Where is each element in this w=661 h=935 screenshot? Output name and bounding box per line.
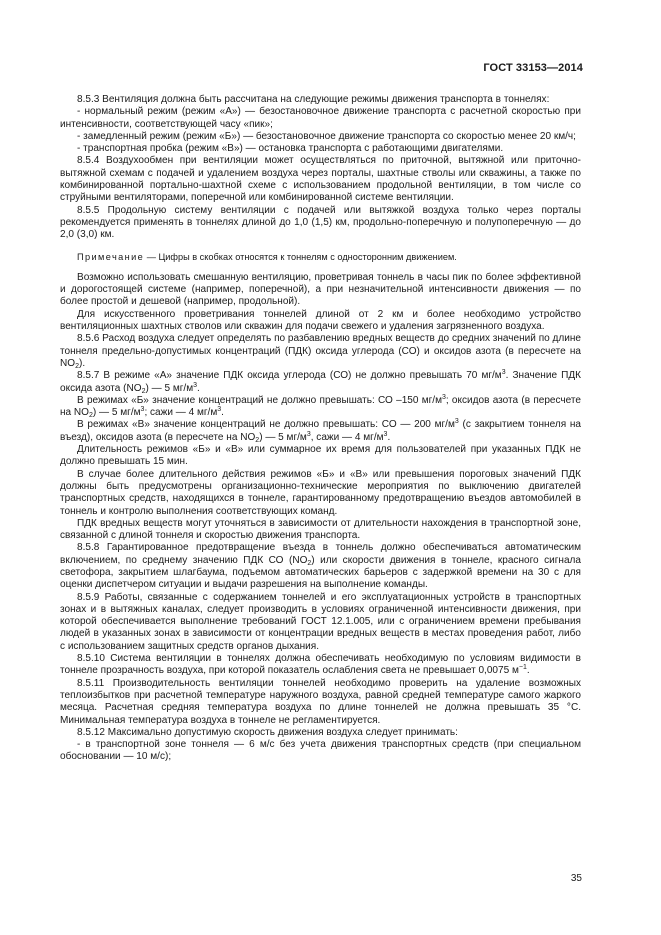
paragraph: 8.5.7 В режиме «А» значение ПДК оксида углерода (СО) не должно превышать 70 $мг/м^3$. Значение ПДК оксида азота $(NO_2)$ — 5 $мг/м^3$.	[60, 369, 581, 395]
paragraph: 8.5.11 Производительность вентиляции тоннелей необходимо проверить на удаление возможных теплоизбытков при расчетной температуре наружного воздуха, равной средней температуре самого жаркого месяца. Расчетная средняя температура воздуха по длине тоннелей не должна превышать 35 °С. Минимальная температура воздуха в тоннеле не регламентируется.	[60, 677, 581, 726]
paragraph: В случае более длительного действия режимов «Б» и «В» или превышения пороговых значений ПДК должны быть предусмотрены организационно-технические мероприятия по выключению двигателей транспортных средств, находящихся в тоннеле, гарантированному предотвращению въездов автомобилей в тоннель и контролю выполнения соответствующих команд.	[60, 468, 581, 517]
paragraph: - замедленный режим (режим «Б») — безостановочное движение транспорта со скоростью менее 20 км/ч;	[77, 130, 576, 142]
page-number: 35	[570, 873, 582, 884]
paragraph: ПДК вредных веществ могут уточняться в зависимости от длительности нахождения в транспортной зоне, связанной с длиной тоннеля и скоростью движения транспорта.	[60, 517, 581, 542]
paragraph: Длительность режимов «Б» и «В» или суммарное их время для пользователей при указанных ПДК не должно превышать 15 мин.	[60, 444, 581, 468]
paragraph: - в транспортной зоне тоннеля — 6 м/с без учета движения транспортных средств (при специальном обосновании — 10 м/с);	[60, 739, 581, 763]
paragraph: - нормальный режим (режим «А») — безостановочное движение транспорта с расчетной скоростью при интенсивности, соответствующей часу «пик»;	[60, 106, 581, 130]
paragraph: В режимах «Б» значение концентраций не должно превышать: СО –150 $мг/м^3$; оксидов азота (в пересчете на $NO_2$) — 5 $мг/м^3$; сажи — 4 $мг/м^3$.	[60, 393, 581, 420]
note-label: Примечание	[77, 251, 145, 262]
paragraph: 8.5.10 Система вентиляции в тоннелях должна обеспечивать необходимую по условиям видимости в тоннеле прозрачность воздуха, при которой показатель ослабления света не превышает 0,0075 $м^{-1}$.	[60, 653, 581, 677]
document-body	[60, 94, 581, 764]
paragraph: Возможно использовать смешанную вентиляцию, проветривая тоннель в часы пик по более эффективной и дорогостоящей системе (например, поперечной), а при незначительной интенсивности движения — по более простой и дешевой (например, продольной).	[60, 271, 581, 308]
paragraph: - транспортная пробка (режим «В») — остановка транспорта с работающими двигателями.	[77, 143, 504, 155]
paragraph: 8.5.6 Расход воздуха следует определять по разбавлению вредных веществ до средних значений по длине тоннеля предельно-допустимых концентраций (ПДК) оксида углерода (СО) и оксидов азота (в пересчете на $NO_2$).	[60, 333, 581, 370]
document-header: ГОСТ 33153—2014	[483, 62, 583, 74]
paragraph: 8.5.4 Воздухообмен при вентиляции может осуществляться по приточной, вытяжной или приточно-вытяжной схемам с подачей и удалением воздуха через порталы, шахтные стволы или скважины, а также по комбинированной портально-шахтной схеме с использованием продольной вентиляции, в том числе со струйными вентиляторами, поперечной или комбинированной системе вентиляции.	[60, 155, 581, 204]
paragraph: 8.5.12 Максимально допустимую скорость движения воздуха следует принимать:	[77, 726, 458, 738]
paragraph: 8.5.8 Гарантированное предотвращение въезда в тоннель должно обеспечиваться автоматическим включением, по среднему значению ПДК СО $(NO_2)$ или скорости движения в тоннеле, красного сигнала светофора, закрытием шлагбаума, подъемом автоматических барьеров с задержкой времени на 30 с для оценки диспетчером ситуации и выдачи разрешения на выполнение команды.	[60, 542, 581, 591]
paragraph: 8.5.5 Продольную систему вентиляции с подачей или вытяжкой воздуха только через порталы рекомендуется применять в тоннелях длиной до 1,0 (1,5) км, продольно-поперечную и полупоперечную — до 2,0 (3,0) км.	[60, 204, 581, 241]
paragraph: 8.5.3 Вентиляция должна быть рассчитана на следующие режимы движения транспорта в тоннелях:	[77, 94, 550, 105]
note	[60, 251, 581, 263]
note-text: — Цифры в скобках относятся к тоннелям с односторонним движением.	[144, 251, 457, 262]
paragraph: В режимах «В» значение концентраций не должно превышать: СО — 200 $мг/м^3$ (с закрытием тоннеля на въезд), оксидов азота (в пересчете на $NO_2$) — 5 $мг/м^3$, сажи — 4 $мг/м^3$.	[60, 418, 581, 444]
paragraph: Для искусственного проветривания тоннелей длиной от 2 км и более необходимо устройство вентиляционных шахтных стволов или скважин для подачи свежего и удаления загрязненного воздуха.	[60, 308, 581, 333]
paragraph: 8.5.9 Работы, связанные с содержанием тоннелей и его эксплуатационных устройств в транспортных зонах и в вытяжных каналах, следует производить в условиях ограниченной интенсивности движения, при которой обеспечивается выполнение требований ГОСТ 12.1.005, или с ограничением времени пребывания людей в указанных зонах в зависимости от концентрации вредных веществ в местах проведения работ, либо с использованием защитных средств органов дыхания.	[60, 591, 581, 652]
